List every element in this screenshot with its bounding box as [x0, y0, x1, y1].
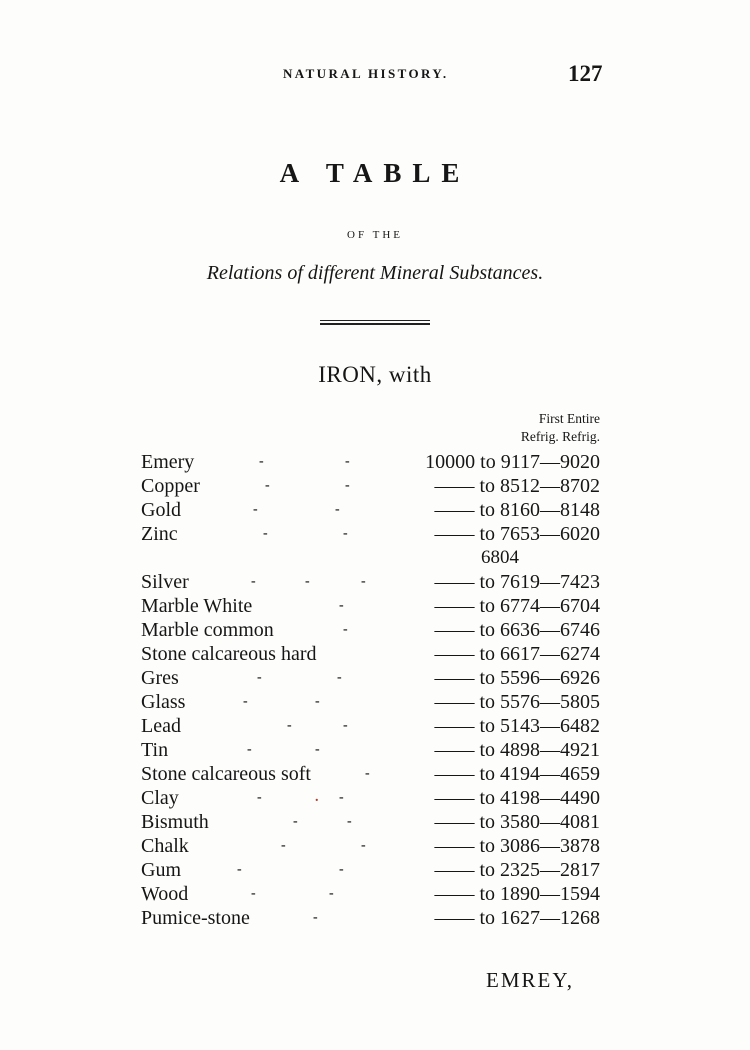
substance-name: Glass [141, 691, 186, 713]
relation-value: —— to 4898—4921 [434, 739, 600, 761]
leader-dashes: - - [265, 478, 350, 493]
column-header [470, 410, 600, 446]
leader-dashes: - - [253, 502, 340, 517]
table-row [141, 810, 611, 834]
table-row [141, 570, 611, 594]
leader-dashes: - - [259, 454, 350, 469]
table-row [141, 618, 611, 642]
leader-dashes: - - [257, 670, 342, 685]
substance-name: Tin [141, 739, 169, 761]
table-row [141, 738, 611, 762]
relation-value: —— to 8160—8148 [434, 499, 600, 521]
table-row [141, 714, 611, 738]
running-head: NATURAL HISTORY. [283, 66, 449, 81]
page-number: 127 [568, 61, 603, 86]
table-subtitle: Relations of different Mineral Substances. [206, 262, 544, 284]
substance-name: Gres [141, 667, 179, 689]
relation-value: 10000 to 9117—9020 [425, 451, 600, 473]
leader-dashes: - - [237, 862, 344, 877]
relation-value: —— to 6636—6746 [434, 619, 600, 641]
substance-name: Silver [141, 571, 189, 593]
substance-name: Wood [141, 883, 189, 905]
substance-name: Chalk [141, 835, 189, 857]
column-header-line-2: Refrig. Refrig. [520, 429, 600, 444]
title-of-the: OF THE [347, 229, 403, 241]
column-header-line-1: First Entire [538, 411, 600, 426]
leader-dashes: - [313, 910, 318, 925]
substance-name: Gum [141, 859, 181, 881]
leader-dashes: - [339, 598, 344, 613]
relation-value: —— to 8512—8702 [434, 475, 600, 497]
leader-dashes: - - - [251, 574, 366, 589]
table-row [141, 786, 611, 810]
substance-name: Clay [141, 787, 179, 809]
table-row [141, 834, 611, 858]
leader-dashes: - - [247, 742, 320, 757]
relation-value: —— to 5143—6482 [434, 715, 600, 737]
relation-value: —— to 2325—2817 [434, 859, 600, 881]
table-row [141, 546, 611, 570]
substance-name: Marble common [141, 619, 274, 641]
section-heading: IRON, with [318, 362, 432, 387]
relation-value: —— to 4198—4490 [434, 787, 600, 809]
table-row [141, 498, 611, 522]
substance-name: Bismuth [141, 811, 209, 833]
relation-value: —— to 7619—7423 [434, 571, 600, 593]
substance-name: Emery [141, 451, 195, 473]
relation-value-continuation: 6804 [481, 547, 519, 568]
table-row [141, 666, 611, 690]
leader-dashes: - [365, 766, 370, 781]
title-rule [320, 320, 430, 325]
leader-dashes: - - [281, 838, 366, 853]
leader-dashes: - [343, 622, 348, 637]
table-title: A TABLE [279, 158, 471, 188]
relation-value: —— to 1627—1268 [434, 907, 600, 929]
table-row [141, 858, 611, 882]
relation-value: —— to 1890—1594 [434, 883, 600, 905]
substance-name: Stone calcareous soft [141, 763, 311, 785]
substance-name: Gold [141, 499, 181, 521]
substance-name: Zinc [141, 523, 178, 545]
catchword: EMREY, [486, 968, 575, 992]
leader-dashes: - - [287, 718, 348, 733]
table-row [141, 906, 611, 930]
table-row [141, 522, 611, 546]
table-row [141, 882, 611, 906]
relation-value: —— to 3580—4081 [434, 811, 600, 833]
leader-dashes: - . - [257, 790, 344, 805]
relation-value: —— to 6774—6704 [434, 595, 600, 617]
relation-value: —— to 3086—3878 [434, 835, 600, 857]
substance-name: Copper [141, 475, 200, 497]
substance-name: Lead [141, 715, 181, 737]
leader-dashes: - - [251, 886, 334, 901]
leader-dashes: - - [243, 694, 320, 709]
table-row [141, 474, 611, 498]
table-row [141, 762, 611, 786]
relations-table [141, 450, 611, 930]
substance-name: Pumice-stone [141, 907, 250, 929]
table-row [141, 642, 611, 666]
table-row [141, 690, 611, 714]
substance-name: Marble White [141, 595, 253, 617]
relation-value: —— to 7653—6020 [434, 523, 600, 545]
table-row [141, 450, 611, 474]
leader-dashes: - - [293, 814, 352, 829]
relation-value: —— to 6617—6274 [434, 643, 600, 665]
relation-value: —— to 5576—5805 [434, 691, 600, 713]
relation-value: —— to 5596—6926 [434, 667, 600, 689]
substance-name: Stone calcareous hard [141, 643, 317, 665]
leader-dashes: - - [263, 526, 348, 541]
relation-value: —— to 4194—4659 [434, 763, 600, 785]
table-row [141, 594, 611, 618]
